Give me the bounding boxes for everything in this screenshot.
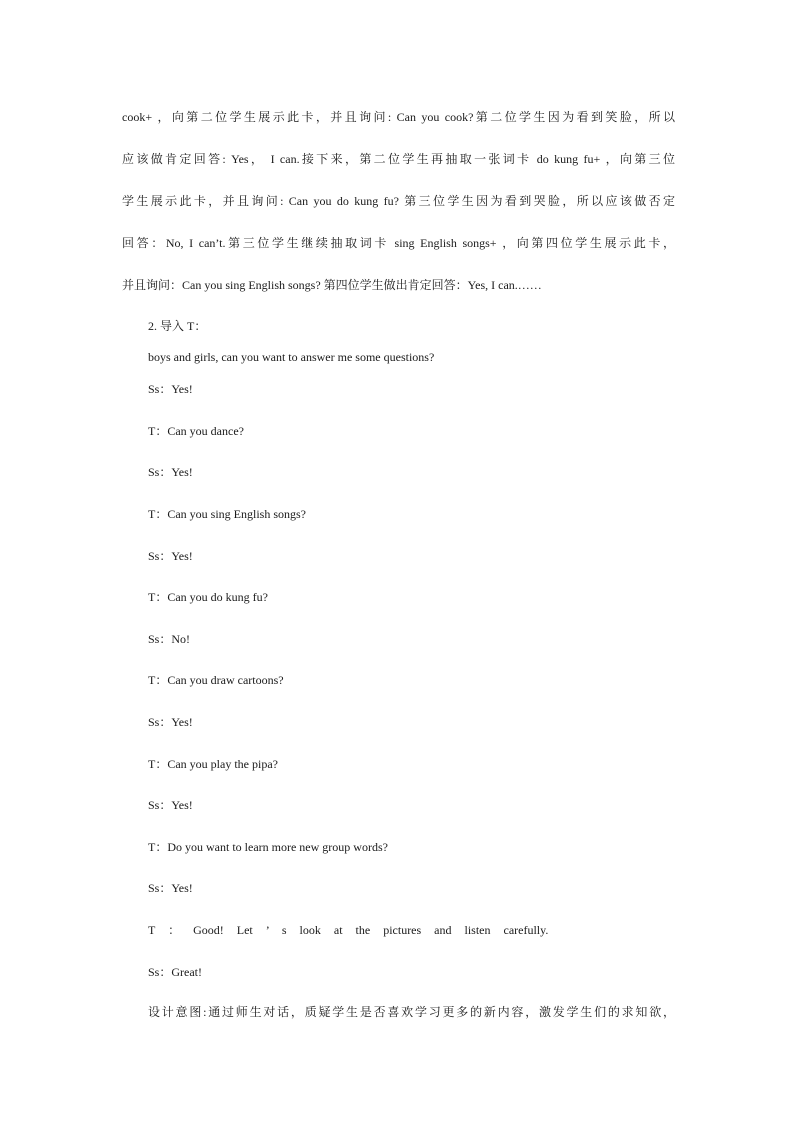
dialogue-line: Ss：Great! xyxy=(148,965,202,979)
dialogue-line: Ss：Yes! xyxy=(148,549,193,563)
section-intro: boys and girls, can you want to answer me some questions? xyxy=(148,350,435,364)
dialogue-line: T：Can you sing English songs? xyxy=(148,507,306,521)
design-intent-line: 设计意图:通过师生对话，质疑学生是否喜欢学习更多的新内容，激发学生们的求知欲， xyxy=(148,1005,675,1019)
paragraph-line-5: 并且询问：Can you sing English songs? 第四位学生做出肯定回答：Yes, I can.…… xyxy=(122,278,542,292)
dialogue-line: T ： Good! Let ’ s look at the pictures and listen carefully. xyxy=(148,923,549,937)
dialogue-line: T：Can you do kung fu? xyxy=(148,590,268,604)
dialogue-line: Ss：No! xyxy=(148,632,191,646)
paragraph-line-2: 应该做肯定回答: Yes， I can.接下来，第二位学生再抽取一张词卡 do kung fu+ ，向第三位 xyxy=(122,152,675,166)
dialogue-line: Ss：Yes! xyxy=(148,715,193,729)
paragraph-line-3: 学生展示此卡，并且询问: Can you do kung fu? 第三位学生因为看到哭脸，所以应该做否定 xyxy=(122,194,675,208)
paragraph-line-1: cook+ ，向第二位学生展示此卡，并且询问: Can you cook?第二位学生因为看到笑脸，所以 xyxy=(122,110,675,124)
dialogue-line: T：Can you draw cartoons? xyxy=(148,673,284,687)
dialogue-line: T：Do you want to learn more new group words? xyxy=(148,840,388,854)
dialogue-line: Ss：Yes! xyxy=(148,881,193,895)
dialogue-line: Ss：Yes! xyxy=(148,798,193,812)
dialogue-line: Ss：Yes! xyxy=(148,465,193,479)
dialogue-line: T：Can you play the pipa? xyxy=(148,757,278,771)
dialogue-line: T：Can you dance? xyxy=(148,424,244,438)
paragraph-line-4: 回答：No, I can’t.第三位学生继续抽取词卡 sing English songs+ ，向第四位学生展示此卡， xyxy=(122,236,675,250)
section-heading: 2. 导入 T： xyxy=(148,319,207,333)
dialogue-line: Ss：Yes! xyxy=(148,382,193,396)
